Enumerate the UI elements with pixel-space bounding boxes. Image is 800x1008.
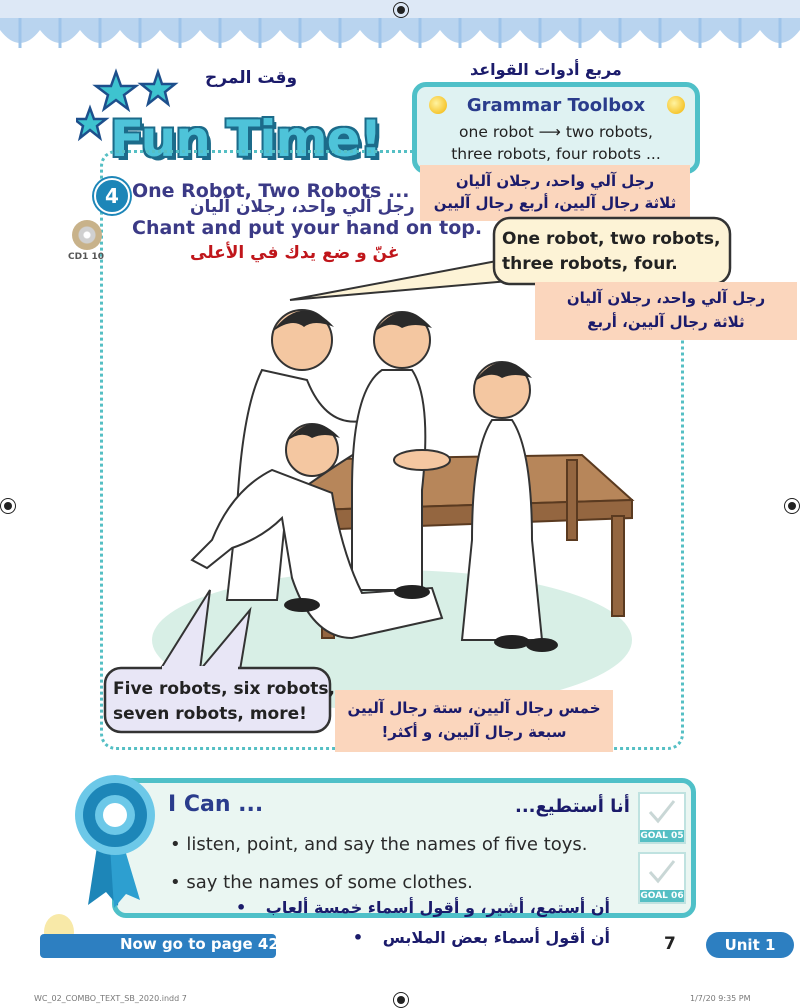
registration-mark xyxy=(393,2,409,18)
page-title: Fun Time! xyxy=(110,110,382,168)
toolbox-title-arabic: مربع أدوات القواعد xyxy=(470,60,622,79)
bunting-scallops xyxy=(0,18,800,48)
bubble-top-translation-line-2: ثلاثة رجال آليين، أربع xyxy=(587,313,745,331)
toolbox-translation-line-1: رجل آلي واحد، رجلان آليان xyxy=(455,172,655,190)
goal-label: GOAL 05 xyxy=(640,831,684,841)
registration-mark xyxy=(784,498,800,514)
i-can-title-arabic: أنا أستطيع... xyxy=(515,796,630,817)
bullet: • xyxy=(170,834,181,855)
toolbox-line-2: three robots, four robots ... xyxy=(451,145,661,163)
toolbox-line-1-part-b: two robots, xyxy=(565,123,653,141)
toolbox-title: Grammar Toolbox xyxy=(466,95,646,116)
checkmark-icon xyxy=(640,854,684,890)
grammar-toolbox xyxy=(412,82,700,174)
bubble-bottom-translation-line-1: خمس رجال آليين، ستة رجال آليين xyxy=(347,699,601,717)
i-can-item-arabic-text: أن أقول أسماء بعض الملابس xyxy=(382,928,610,947)
toolbox-line-1 xyxy=(417,123,695,141)
bubble-bottom-line-1: Five robots, six robots, xyxy=(113,679,335,699)
page-title-arabic: وقت المرح xyxy=(205,68,298,88)
goal-checkbox[interactable] xyxy=(638,792,686,844)
bullet: • xyxy=(235,898,247,917)
i-can-item xyxy=(170,872,473,893)
bubble-bottom-translation-line-2: سبعة رجال آليين، و أكثر! xyxy=(381,723,567,741)
arrow-right-icon: ⟶ xyxy=(538,123,561,141)
activity-number: 4 xyxy=(94,178,130,214)
next-page-link[interactable]: Now go to page 42 xyxy=(120,935,279,953)
goal-label: GOAL 06 xyxy=(640,891,684,901)
bubble-top-translation xyxy=(535,282,797,340)
registration-mark xyxy=(0,498,16,514)
activity-heading-arabic: رجل آلي واحد، رجلان آليان xyxy=(190,197,415,217)
activity-heading: One Robot, Two Robots ... xyxy=(132,180,410,202)
audio-track-label: CD1 10 xyxy=(68,252,104,262)
bubble-bottom-line-2: seven robots, more! xyxy=(113,704,307,724)
print-slug: WC_02_COMBO_TEXT_SB_2020.indd 7 xyxy=(34,994,187,1003)
toolbox-line-1-part-a: one robot xyxy=(459,123,534,141)
unit-badge: Unit 1 xyxy=(706,932,794,958)
bubble-top-line-2: three robots, four. xyxy=(502,254,678,274)
i-can-item-arabic-text: أن أستمع، أشير، و أقول أسماء خمسة ألعاب xyxy=(265,898,610,917)
print-slug-date: 1/7/20 9:35 PM xyxy=(690,994,751,1003)
goal-checkbox[interactable] xyxy=(638,852,686,904)
i-can-item xyxy=(170,834,588,855)
bubble-top-translation-line-1: رجل آلي واحد، رجلان آليان xyxy=(566,289,766,307)
i-can-item-text: say the names of some clothes. xyxy=(186,872,473,893)
audio-cd-icon[interactable] xyxy=(72,220,102,250)
bullet: • xyxy=(170,872,181,893)
page-number: 7 xyxy=(664,934,676,954)
activity-instruction-arabic: غنّ و ضع يدك في الأعلى xyxy=(190,243,400,263)
bubble-bottom-translation xyxy=(335,690,613,752)
bubble-top-line-1: One robot, two robots, xyxy=(502,229,721,249)
i-can-item-arabic xyxy=(200,898,610,917)
bullet: • xyxy=(352,928,364,947)
i-can-item-text: listen, point, and say the names of five toys. xyxy=(186,834,588,855)
award-ribbon-icon xyxy=(70,770,160,910)
toolbox-translation-line-2: ثلاثة رجال آليين، أربع رجال آليين xyxy=(433,194,677,212)
registration-mark xyxy=(393,992,409,1008)
activity-instruction: Chant and put your hand on top. xyxy=(132,217,483,239)
checkmark-icon xyxy=(640,794,684,830)
i-can-title: I Can ... xyxy=(168,792,264,817)
